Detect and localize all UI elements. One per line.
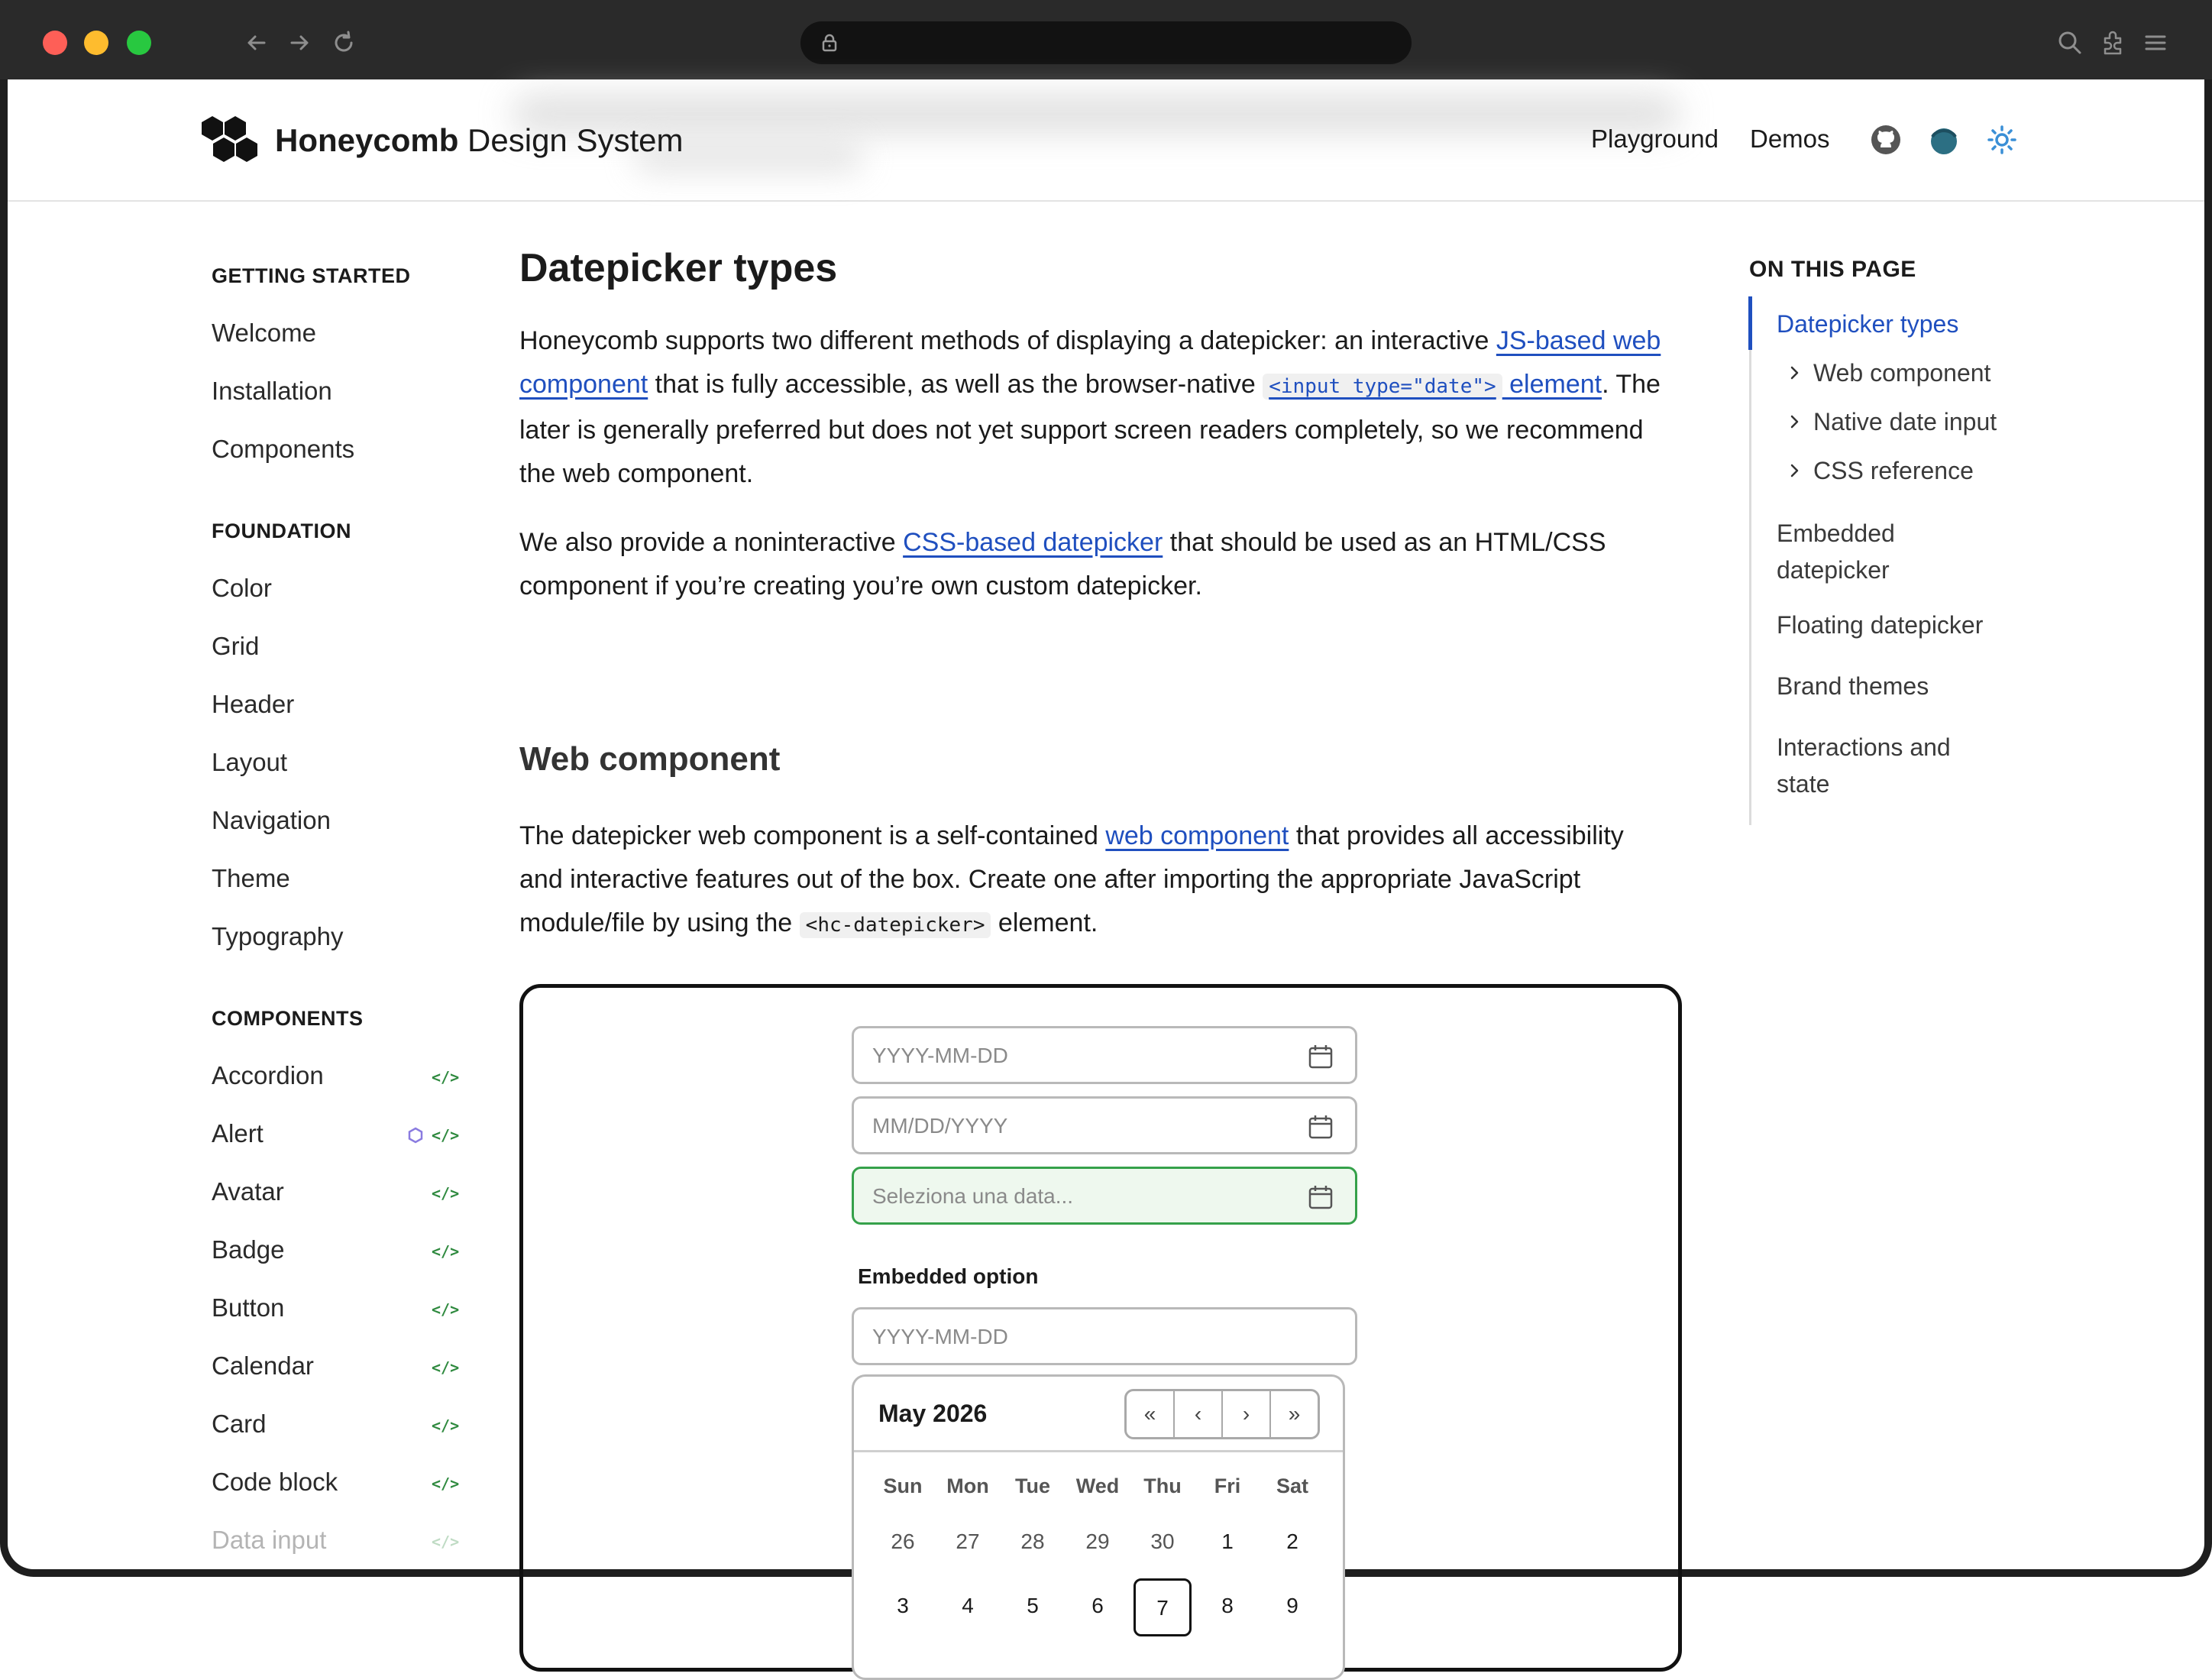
chevron-right-icon <box>1786 364 1803 381</box>
close-window-button[interactable] <box>43 31 67 55</box>
sidebar-item-installation[interactable]: Installation <box>212 377 332 405</box>
next-year-button[interactable]: » <box>1288 1402 1301 1426</box>
web-component-badge: </> <box>432 1242 460 1261</box>
reload-icon[interactable] <box>328 28 359 58</box>
placeholder: YYYY-MM-DD <box>872 1044 1008 1067</box>
datepicker-input-iso[interactable] <box>852 1026 1357 1084</box>
placeholder: MM/DD/YYYY <box>872 1114 1008 1138</box>
sidebar-item-alert[interactable]: Alert <box>212 1119 264 1148</box>
calendar-icon[interactable] <box>1308 1114 1334 1140</box>
brand-name: Honeycomb <box>275 122 459 158</box>
intro-text-3: . The later is generally preferred but does not yet support screen readers completely, so we recommend the web component. <box>519 370 1661 488</box>
on-this-page-toc <box>1741 202 2169 889</box>
js-web-component-link[interactable]: JS-based web component <box>519 326 1661 399</box>
web-component-badge: </> <box>432 1416 460 1435</box>
calendar-day[interactable]: 8 <box>1221 1594 1234 1617</box>
chevron-right-icon <box>1786 462 1803 479</box>
sidebar-item-header[interactable]: Header <box>212 690 295 718</box>
sidebar-item-card[interactable]: Card <box>212 1410 267 1438</box>
menu-icon[interactable] <box>2140 28 2171 58</box>
sidebar-item-badge[interactable]: Badge <box>212 1235 285 1264</box>
calendar-day[interactable]: 26 <box>891 1529 915 1553</box>
web-component-badge: </> <box>432 1184 460 1203</box>
calendar-icon[interactable] <box>1308 1044 1334 1070</box>
datepicker-demo <box>519 984 1682 1672</box>
calendar-day[interactable]: 9 <box>1286 1594 1298 1617</box>
weekday-label: Wed <box>1075 1474 1120 1497</box>
page-viewport <box>8 79 2204 1620</box>
hc-datepicker-code: <hc-datepicker> <box>800 912 991 938</box>
web-component-badge: </> <box>432 1474 460 1493</box>
placeholder: YYYY-MM-DD <box>872 1325 1008 1348</box>
maximize-window-button[interactable] <box>127 31 151 55</box>
address-bar[interactable] <box>800 21 1412 64</box>
sidebar-item-avatar[interactable]: Avatar <box>212 1177 284 1206</box>
blurred-banner <box>512 95 1680 133</box>
brand-suffix: Design System <box>458 122 684 158</box>
sidebar-item-accordion[interactable]: Accordion <box>212 1061 324 1089</box>
site-brand[interactable] <box>275 119 683 162</box>
input-date-code: <input type="date"> <box>1263 374 1502 400</box>
toc-item-floating-datepicker[interactable]: Floating datepicker <box>1777 611 1984 639</box>
sidebar-item-button[interactable]: Button <box>212 1293 285 1322</box>
weekday-label: Tue <box>1015 1474 1050 1497</box>
toc-item-web-component[interactable]: Web component <box>1813 359 1991 387</box>
sidebar-item-grid[interactable]: Grid <box>212 632 260 660</box>
css-datepicker-link[interactable]: CSS-based datepicker <box>903 528 1163 557</box>
left-sidebar <box>8 202 496 1569</box>
nav-link-playground[interactable]: Playground <box>1591 125 1719 153</box>
toc-rail <box>1749 296 1751 825</box>
search-icon[interactable] <box>2055 28 2085 58</box>
nav-link-demos[interactable]: Demos <box>1750 125 1830 153</box>
sidebar-item-theme[interactable]: Theme <box>212 864 290 892</box>
calendar-day[interactable]: 5 <box>1027 1594 1039 1617</box>
calendar-day-selected[interactable]: 7 <box>1133 1578 1192 1636</box>
native-input-link[interactable] <box>1263 370 1602 399</box>
sidebar-item-code-block[interactable]: Code block <box>212 1468 338 1496</box>
page-title: Datepicker types <box>519 246 838 290</box>
previous-year-button[interactable]: « <box>1127 1391 1175 1437</box>
minimize-window-button[interactable] <box>84 31 108 55</box>
embedded-option-label: Embedded option <box>858 1264 1039 1288</box>
weekday-label: Fri <box>1214 1474 1241 1497</box>
toc-item-brand-themes[interactable]: Brand themes <box>1777 672 1929 700</box>
embedded-datepicker-input[interactable] <box>852 1307 1357 1365</box>
intro-text-1: Honeycomb supports two different methods of displaying a datepicker: an interactive <box>519 326 1496 355</box>
forward-arrow-icon[interactable] <box>284 28 315 58</box>
web-component-badge: </> <box>432 1300 460 1319</box>
sidebar-item-welcome[interactable]: Welcome <box>212 319 316 347</box>
toc-active-indicator <box>1748 296 1752 350</box>
toc-item-css-reference[interactable]: CSS reference <box>1813 457 1974 484</box>
para3-text-3: element. <box>991 908 1098 937</box>
next-month-button[interactable]: › <box>1223 1391 1271 1437</box>
sidebar-item-navigation[interactable]: Navigation <box>212 806 331 834</box>
calendar-day[interactable]: 30 <box>1150 1529 1175 1553</box>
sidebar-heading-foundation: FOUNDATION <box>212 520 351 542</box>
toc-heading: ON THIS PAGE <box>1749 257 1916 282</box>
calendar-day[interactable]: 29 <box>1085 1529 1110 1553</box>
section-title-web-component: Web component <box>519 740 781 778</box>
sun-theme-icon[interactable] <box>1986 124 2018 156</box>
extensions-icon[interactable] <box>2097 28 2128 58</box>
calendar-day[interactable]: 6 <box>1091 1594 1104 1617</box>
intro-paragraph <box>519 319 1665 496</box>
github-icon[interactable] <box>1870 124 1902 156</box>
calendar-month-label: May 2026 <box>878 1400 988 1427</box>
calendar-day[interactable]: 3 <box>897 1594 909 1617</box>
web-component-paragraph <box>519 814 1665 947</box>
placeholder: Seleziona una data... <box>872 1184 1074 1208</box>
lock-icon <box>819 32 840 53</box>
calendar-nav-group <box>1124 1389 1320 1439</box>
previous-month-button[interactable]: ‹ <box>1175 1391 1223 1437</box>
toc-item-embedded-datepicker[interactable]: Embedded datepicker <box>1777 520 1895 584</box>
calendar-day[interactable]: 28 <box>1020 1529 1045 1553</box>
web-component-badge: </> <box>432 1533 460 1551</box>
sidebar-item-color[interactable]: Color <box>212 574 272 602</box>
para3-text-1: The datepicker web component is a self-contained <box>519 821 1106 850</box>
datepicker-input-italian[interactable] <box>852 1167 1357 1225</box>
calendar-day[interactable]: 27 <box>956 1529 980 1553</box>
web-component-link[interactable]: web component <box>1105 821 1289 850</box>
css-datepicker-paragraph <box>519 521 1665 608</box>
sidebar-item-calendar[interactable]: Calendar <box>212 1351 314 1380</box>
embedded-calendar <box>852 1374 1345 1680</box>
honeycomb-logo-icon[interactable] <box>200 115 266 167</box>
weekday-label: Sun <box>883 1474 923 1497</box>
weekday-label: Thu <box>1143 1474 1182 1497</box>
browser-toolbar <box>0 0 2212 79</box>
weekday-label: Mon <box>946 1474 989 1497</box>
calendar-day[interactable]: 4 <box>962 1594 974 1617</box>
datepicker-input-us[interactable] <box>852 1096 1357 1154</box>
web-component-badge: </> <box>432 1068 460 1086</box>
calendar-day[interactable]: 2 <box>1286 1529 1298 1553</box>
sidebar-heading-components: COMPONENTS <box>212 1007 364 1030</box>
sidebar-heading-getting-started: GETTING STARTED <box>212 264 411 287</box>
sidebar-item-components[interactable]: Components <box>212 435 355 463</box>
css-component-ring-icon <box>407 1127 424 1144</box>
sidebar-item-typography[interactable]: Typography <box>212 922 344 950</box>
calendar-icon[interactable] <box>1308 1184 1334 1210</box>
calendar-day[interactable]: 1 <box>1221 1529 1234 1553</box>
para2-text-1: We also provide a noninteractive <box>519 528 904 557</box>
para2-text-2: that should be used as an HTML/CSS component if you’re creating you’re own custom datepicker. <box>519 528 1606 600</box>
toc-item-interactions-and-state[interactable]: Interactions and state <box>1777 733 1951 798</box>
sidebar-item-layout[interactable]: Layout <box>212 748 288 776</box>
main-content <box>519 202 1696 1620</box>
sidebar-item-data-input[interactable]: Data input <box>212 1526 327 1554</box>
weekday-label: Sat <box>1276 1474 1309 1497</box>
web-component-badge: </> <box>432 1358 460 1377</box>
intro-text-2: that is fully accessible, as well as the browser-native <box>648 370 1263 399</box>
para3-text-2: that provides all accessibility and interactive features out of the box. Create one after importing the appropriate JavaScript module/file by using the <box>519 821 1624 937</box>
brand-theme-icon[interactable] <box>1928 124 1960 156</box>
site-header <box>8 79 2204 202</box>
web-component-badge: </> <box>432 1126 460 1144</box>
calendar-divider <box>854 1450 1343 1452</box>
back-arrow-icon[interactable] <box>241 28 272 58</box>
toc-item-native-date-input[interactable]: Native date input <box>1813 408 1997 435</box>
toc-item-datepicker-types[interactable]: Datepicker types <box>1777 310 1959 338</box>
chevron-right-icon <box>1786 413 1803 430</box>
native-input-link-text: element <box>1502 370 1602 399</box>
